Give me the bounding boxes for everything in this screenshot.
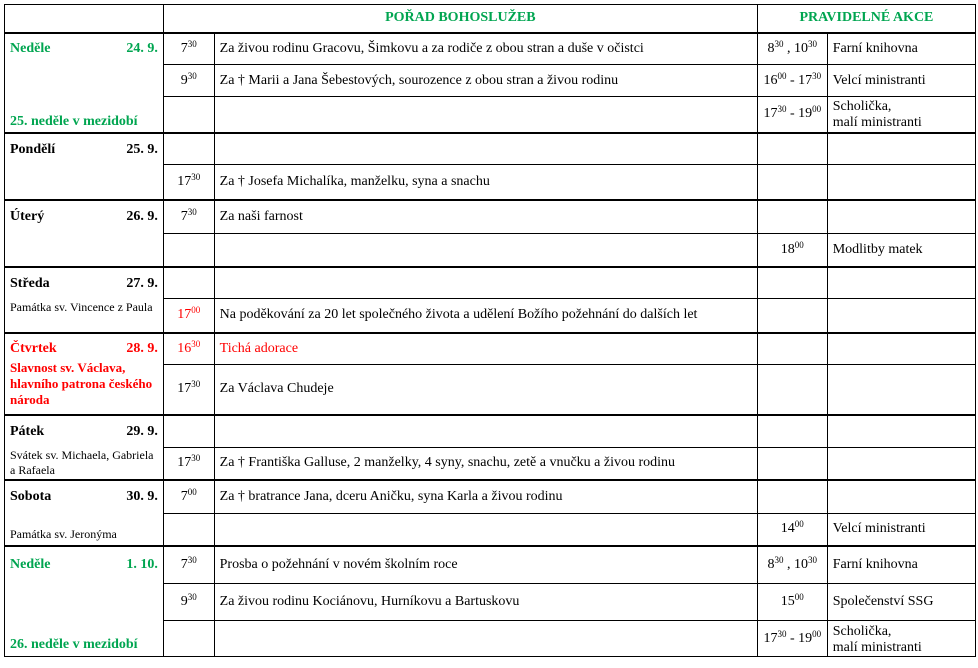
akce-name: [827, 133, 975, 165]
day-note: Slavnost sv. Václava, hlavního patrona českého národa: [10, 359, 153, 407]
mass-intention: Tichá adorace: [214, 333, 757, 365]
day-date: 28. 9.: [126, 340, 158, 356]
mass-time: $9^{30}$: [163, 584, 214, 621]
mass-intention: [214, 513, 757, 546]
mass-intention: [214, 267, 757, 299]
day-date: 24. 9.: [126, 40, 158, 56]
day-name: Neděle: [10, 556, 51, 572]
mass-intention: [214, 621, 757, 657]
akce-name: Společenství SSG: [827, 584, 975, 621]
akce-name: Farní knihovna: [827, 33, 975, 65]
day-cell-sunday-2: [5, 546, 164, 657]
table-row: [5, 33, 976, 65]
mass-intention: [214, 133, 757, 165]
mass-intention: Za † Marii a Jana Šebestových, sourozence z obou stran a živou rodinu: [214, 65, 757, 97]
mass-time: [163, 513, 214, 546]
day-name: Čtvrtek: [10, 340, 57, 356]
mass-intention: Za † Josefa Michalíka, manželku, syna a snachu: [214, 165, 757, 200]
akce-time: [757, 448, 827, 480]
day-date: 30. 9.: [126, 488, 158, 504]
day-date: 27. 9.: [126, 275, 158, 291]
table-row: [5, 546, 976, 584]
day-name: Středa: [10, 275, 50, 291]
akce-name: [827, 267, 975, 299]
header-regular: PRAVIDELNÉ AKCE: [757, 5, 975, 33]
day-note: 25. neděle v mezidobí: [10, 113, 138, 129]
mass-intention: Za Václava Chudeje: [214, 365, 757, 415]
akce-name: [827, 299, 975, 333]
akce-time: [757, 333, 827, 365]
akce-name: [827, 200, 975, 234]
mass-time: [163, 133, 214, 165]
akce-time: $18^{00}$: [757, 234, 827, 267]
akce-name: Scholička, malí ministranti: [827, 621, 975, 657]
akce-time: [757, 165, 827, 200]
table-row: [5, 333, 976, 365]
akce-name: Farní knihovna: [827, 546, 975, 584]
day-cell-saturday: [5, 480, 164, 546]
day-date: 26. 9.: [126, 208, 158, 224]
akce-name: Scholička, malí ministranti: [827, 97, 975, 133]
mass-time: $7^{30}$: [163, 546, 214, 584]
day-date: 29. 9.: [126, 423, 158, 439]
akce-time: $17^{30} - 19^{00}$: [757, 97, 827, 133]
day-cell-friday: [5, 415, 164, 480]
day-name: Neděle: [10, 40, 51, 56]
day-date: 1. 10.: [126, 556, 158, 572]
mass-time: $17^{00}$: [163, 299, 214, 333]
day-name: Pátek: [10, 423, 45, 439]
day-note: Svátek sv. Michaela, Gabriela a Rafaela: [10, 447, 154, 477]
akce-time: $15^{00}$: [757, 584, 827, 621]
akce-time: [757, 200, 827, 234]
mass-intention: Za živou rodinu Kociánovu, Hurníkovu a Bartuskovu: [214, 584, 757, 621]
header-services: POŘAD BOHOSLUŽEB: [163, 5, 757, 33]
day-cell-thursday: [5, 333, 164, 415]
mass-intention: [214, 234, 757, 267]
mass-time: [163, 621, 214, 657]
mass-intention: [214, 97, 757, 133]
table-row: [5, 480, 976, 514]
akce-time: $16^{00} - 17^{30}$: [757, 65, 827, 97]
akce-time: [757, 133, 827, 165]
akce-time: $14^{00}$: [757, 513, 827, 546]
mass-intention: Prosba o požehnání v novém školním roce: [214, 546, 757, 584]
akce-name: [827, 165, 975, 200]
akce-time: [757, 480, 827, 514]
header-row: [5, 5, 976, 33]
day-cell-wednesday: [5, 267, 164, 333]
mass-time: $9^{30}$: [163, 65, 214, 97]
mass-intention: [214, 415, 757, 448]
mass-time: $7^{30}$: [163, 200, 214, 234]
mass-intention: Za živou rodinu Gracovu, Šimkovu a za rodiče z obou stran a duše v očistci: [214, 33, 757, 65]
mass-time: $17^{30}$: [163, 448, 214, 480]
akce-time: [757, 299, 827, 333]
table-row: [5, 133, 976, 165]
day-note: 26. neděle v mezidobí: [10, 636, 138, 652]
akce-name: [827, 448, 975, 480]
table-row: [5, 415, 976, 448]
akce-time: [757, 267, 827, 299]
akce-time: $8^{30}$ , $10^{30}$: [757, 546, 827, 584]
schedule-table: [4, 4, 976, 657]
mass-time: $7^{00}$: [163, 480, 214, 514]
akce-time: $17^{30} - 19^{00}$: [757, 621, 827, 657]
mass-intention: Za naši farnost: [214, 200, 757, 234]
mass-intention: Na poděkování za 20 let společného života a udělení Božího požehnání do dalších let: [214, 299, 757, 333]
akce-time: [757, 415, 827, 448]
day-date: 25. 9.: [126, 141, 158, 157]
day-name: Sobota: [10, 488, 52, 504]
table-row: [5, 200, 976, 234]
table-row: [5, 267, 976, 299]
day-note: Památka sv. Jeronýma: [10, 526, 117, 541]
day-cell-tuesday: [5, 200, 164, 267]
akce-name: Velcí ministranti: [827, 65, 975, 97]
mass-intention: Za † Františka Galluse, 2 manželky, 4 syny, snachu, zetě a vnučku a živou rodinu: [214, 448, 757, 480]
mass-time: [163, 415, 214, 448]
day-name: Úterý: [10, 208, 45, 224]
akce-name: [827, 415, 975, 448]
mass-time: [163, 97, 214, 133]
mass-time: [163, 234, 214, 267]
mass-time: $17^{30}$: [163, 365, 214, 415]
akce-name: Modlitby matek: [827, 234, 975, 267]
day-cell-sunday: [5, 33, 164, 133]
akce-time: $8^{30}$ , $10^{30}$: [757, 33, 827, 65]
akce-name: [827, 365, 975, 415]
mass-time: [163, 267, 214, 299]
mass-time: $17^{30}$: [163, 165, 214, 200]
mass-intention: Za † bratrance Jana, dceru Aničku, syna Karla a živou rodinu: [214, 480, 757, 514]
header-empty: [5, 5, 164, 33]
mass-time: $16^{30}$: [163, 333, 214, 365]
mass-time: $7^{30}$: [163, 33, 214, 65]
day-name: Pondělí: [10, 141, 56, 157]
akce-name: [827, 333, 975, 365]
day-note: Památka sv. Vincence z Paula: [10, 299, 153, 314]
akce-name: Velcí ministranti: [827, 513, 975, 546]
akce-name: [827, 480, 975, 514]
day-cell-monday: [5, 133, 164, 200]
akce-time: [757, 365, 827, 415]
